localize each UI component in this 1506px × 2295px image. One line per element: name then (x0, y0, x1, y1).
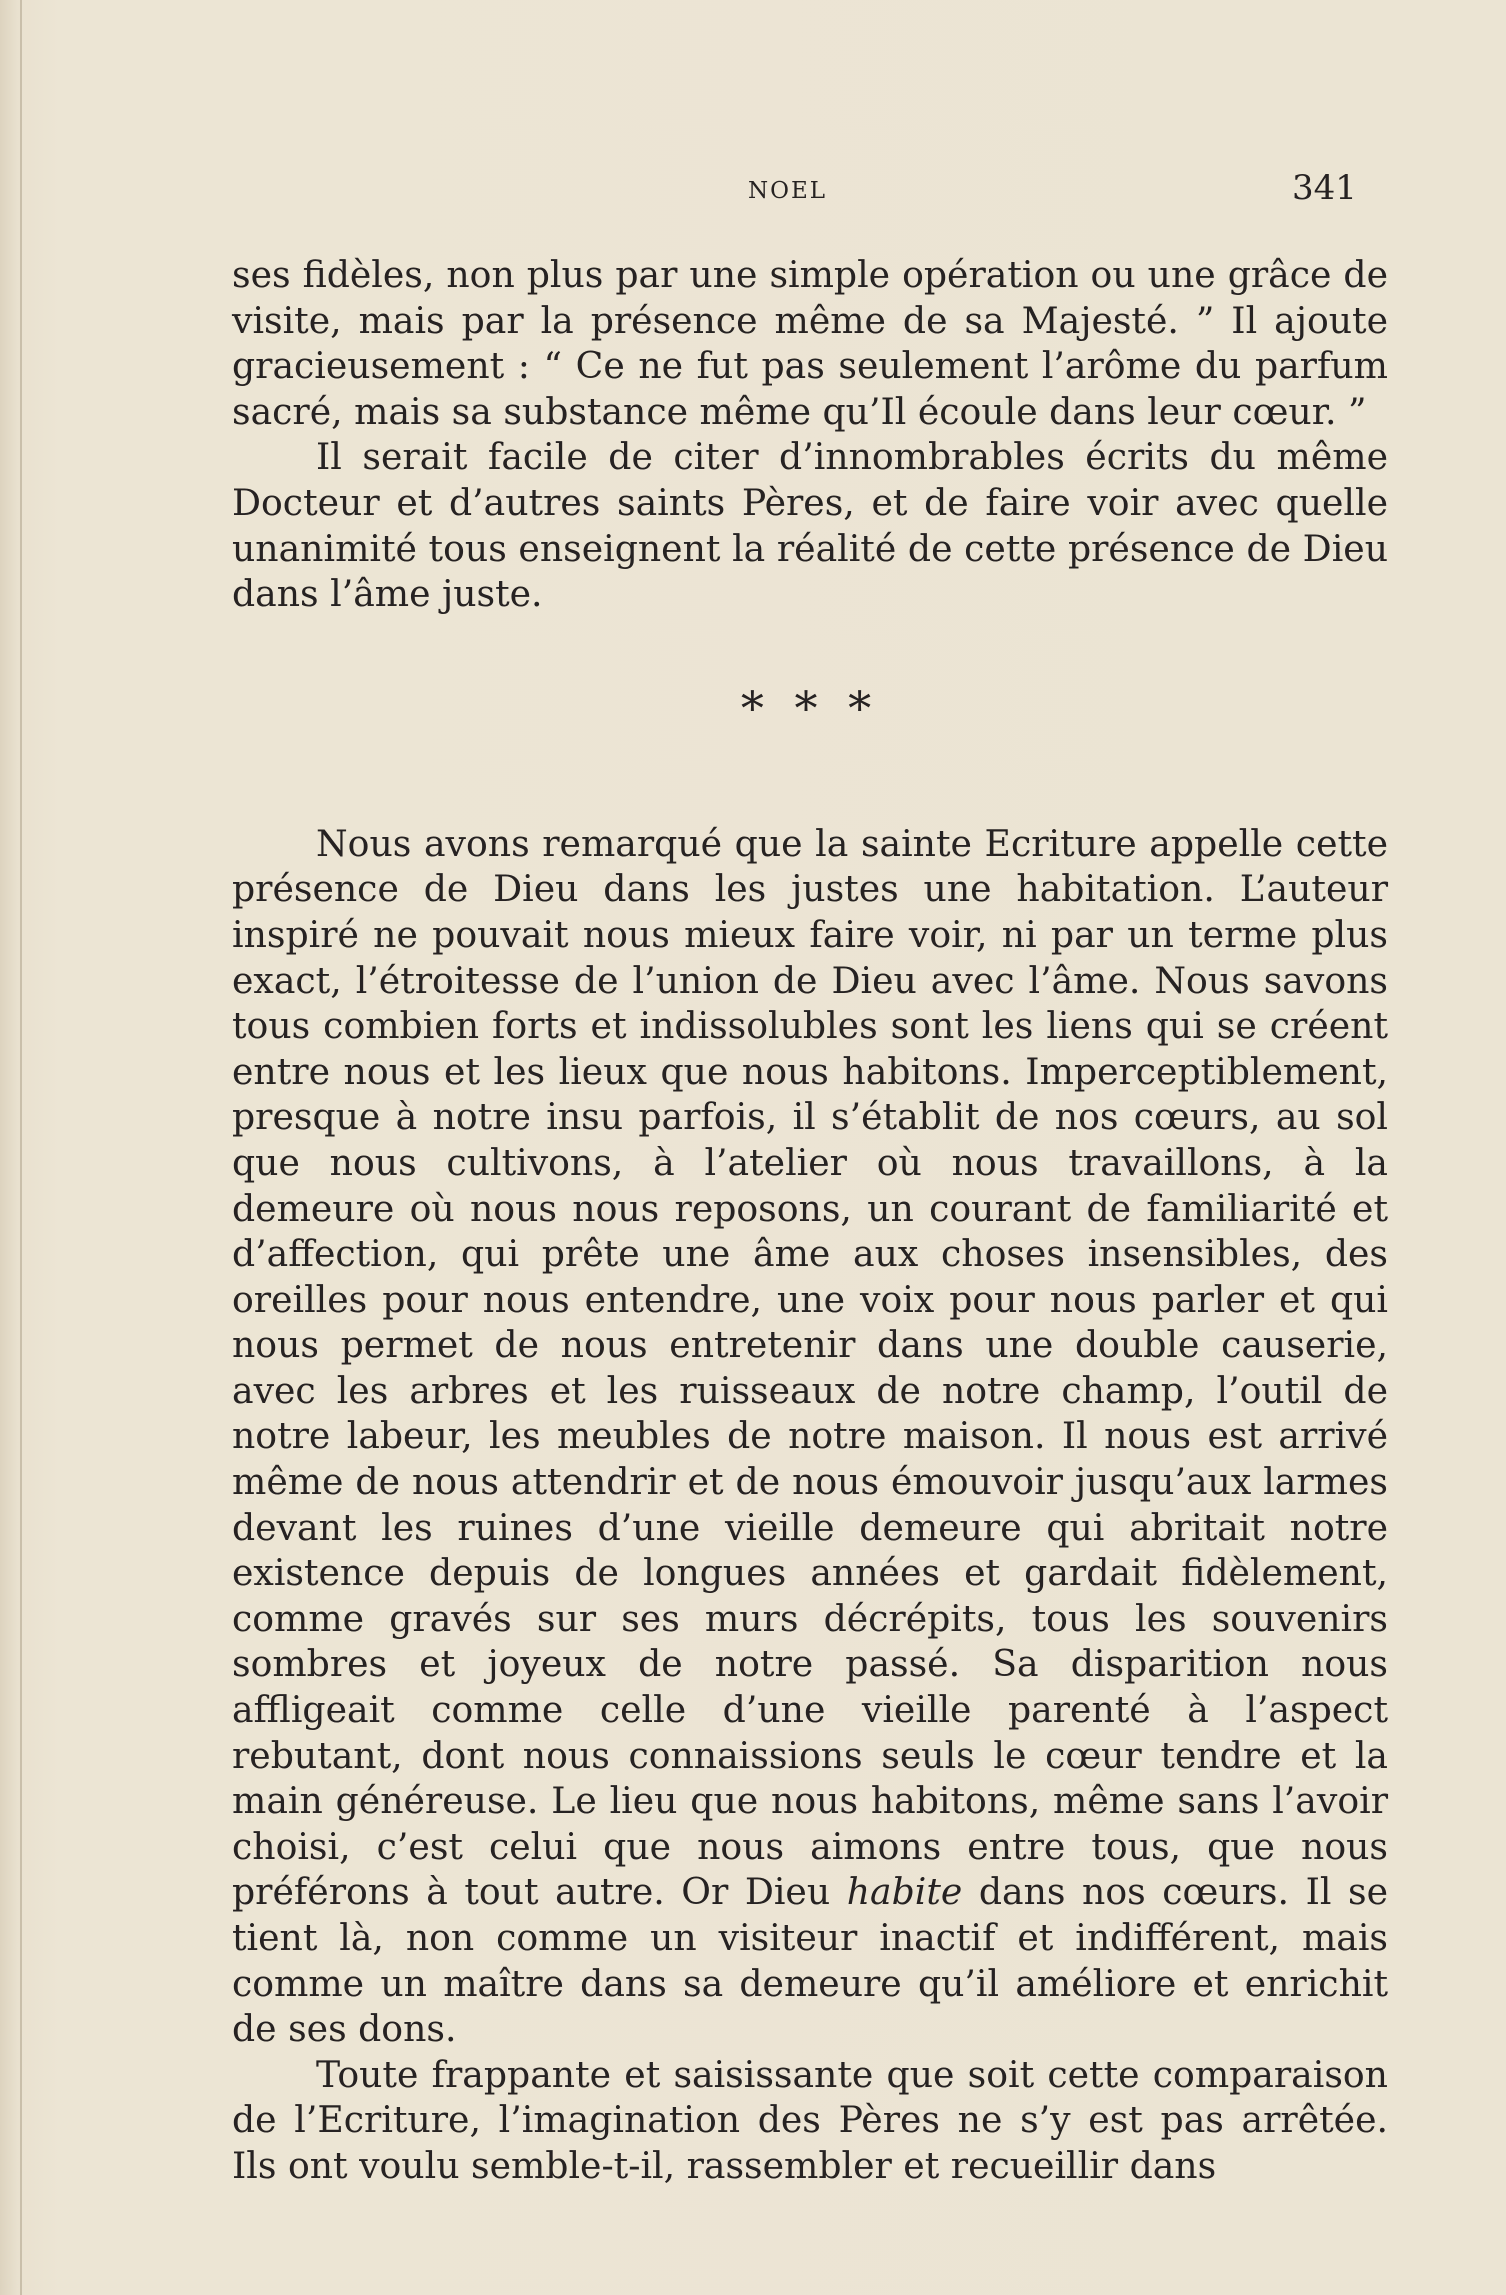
page-number: 341 (1292, 168, 1357, 208)
paragraph-3-text-a: Nous avons remarqué que la sainte Ecriture appelle cette présence de Dieu dans les justes une habitation. L’auteur inspiré ne pouvait nous mieux faire voir, ni par un terme plus exact, l’étroitesse de l’union de Dieu avec l’âme. Nous savons tous combien forts et indissolubles sont les liens qui se créent entre nous et les lieux que nous habitons. Imperceptiblement, presque à notre insu parfois, il s’établit de nos cœurs, au sol que nous cultivons, à l’atelier où nous travaillons, à la demeure où nous nous reposons, un courant de familiarité et d’affection, qui prête une âme aux choses insensibles, des oreilles pour nous entendre, une voix pour nous parler et qui nous permet de nous entretenir dans une double causerie, avec les arbres et les ruisseaux de notre champ, l’outil de notre labeur, les meubles de notre maison. Il nous est arrivé même de nous attendrir et de nous émouvoir jusqu’aux larmes devant les ruines d’une vieille demeure qui abritait notre existence depuis de longues années et gardait fidèlement, comme gravés sur ses murs décrépits, tous les souvenirs sombres et joyeux de notre passé. Sa disparition nous affligeait comme celle d’une vieille parenté à l’aspect rebutant, dont nous connaissions seuls le cœur tendre et la main généreuse. Le lieu que nous habitons, même sans l’avoir choisi, c’est celui que nous aimons entre tous, que nous préférons à tout autre. Or Dieu (232, 821, 1388, 1914)
paragraph-3 (232, 821, 1388, 2052)
paragraph-3-text-b: dans nos cœurs. Il se tient là, non comme un visiteur inactif et indifférent, mais comme un maître dans sa demeure qu’il améliore et enrichit de ses dons. (232, 1870, 1388, 2051)
separator-gap (232, 779, 1388, 821)
gutter-shadow (20, 0, 22, 2295)
paragraph-4: Toute frappante et saisissante que soit cette comparaison de l’Ecriture, l’imagination des Pères ne s’y est pas arrêtée. Ils ont voulu semble-t-il, rassembler et recueillir dans (232, 2052, 1388, 2187)
body-text (232, 252, 1388, 2189)
page-header (0, 168, 1506, 218)
running-head: NOEL (748, 178, 828, 204)
section-separator: * * * (740, 680, 880, 735)
paragraph-2: Il serait facile de citer d’innombrables écrits du même Docteur et d’autres saints Pères, et de faire voir avec quelle unanimité tous enseignent la réalité de cette présence de Dieu dans l’âme juste. (232, 435, 1388, 616)
italic-word-habite: habite (846, 1870, 963, 1914)
paragraph-1: ses fidèles, non plus par une simple opération ou une grâce de visite, mais par la présence même de sa Majesté. ” Il ajoute gracieusement : “ Ce ne fut pas seulement l’arôme du parfum sacré, mais sa substance même qu’Il écoule dans leur cœur. ” (232, 253, 1388, 433)
